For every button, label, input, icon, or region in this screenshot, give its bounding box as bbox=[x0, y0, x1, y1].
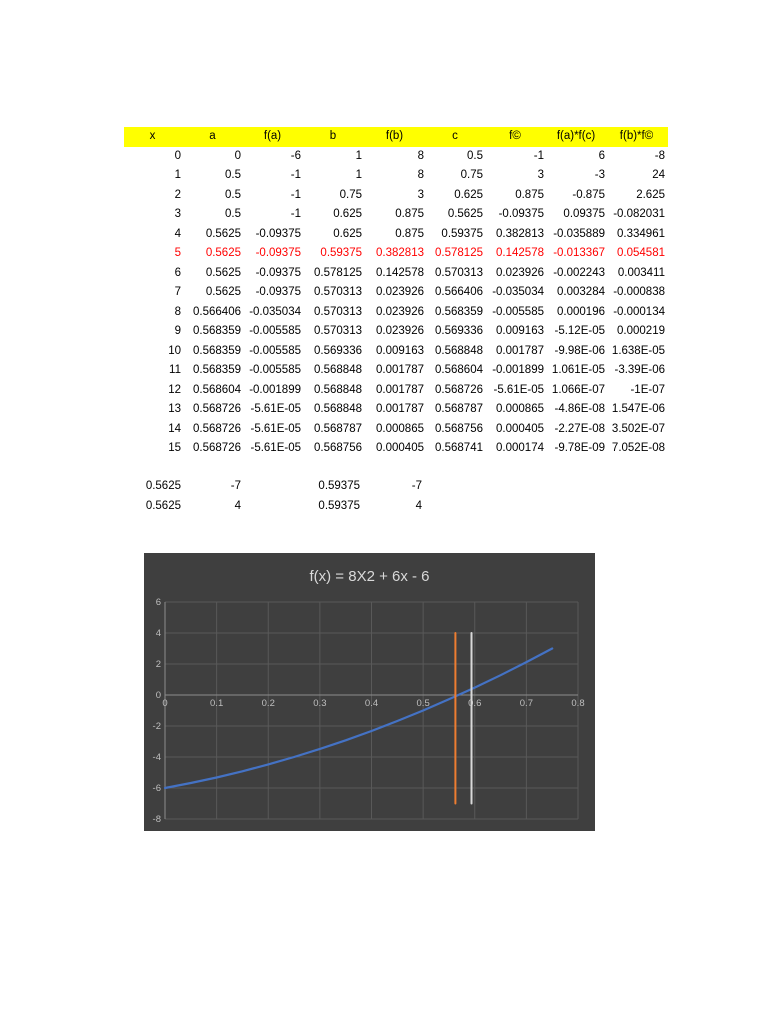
table-row bbox=[124, 361, 668, 381]
table-cell: -0.005585 bbox=[249, 344, 301, 357]
table-cell: 0.5 bbox=[467, 149, 483, 162]
table-cell: 0.009163 bbox=[376, 344, 424, 357]
table-cell: 15 bbox=[168, 442, 181, 454]
table-cell: 0.5625 bbox=[205, 266, 241, 279]
table-cell: 14 bbox=[168, 422, 181, 435]
table-cell: 0.570313 bbox=[314, 286, 362, 298]
table-cell: 4 bbox=[415, 499, 422, 512]
table-cell: 0.568359 bbox=[193, 325, 241, 337]
table-header-row bbox=[124, 127, 668, 147]
table-row bbox=[124, 342, 668, 362]
table-cell: 1.638E-05 bbox=[611, 344, 665, 357]
x-tick-label: 0.6 bbox=[468, 698, 482, 709]
table-row bbox=[124, 477, 444, 497]
table-cell: 0 bbox=[174, 149, 181, 162]
y-tick-label: 4 bbox=[155, 628, 161, 639]
table-cell: -0.082031 bbox=[613, 208, 665, 220]
table-cell: -1 bbox=[290, 208, 301, 220]
table-cell: 0.568848 bbox=[314, 403, 362, 415]
function-curve bbox=[165, 649, 552, 789]
table-cell: 0.001787 bbox=[376, 403, 424, 415]
table-cell: 0.566406 bbox=[435, 286, 483, 298]
table-cell: -0.09375 bbox=[255, 247, 301, 259]
table-cell: 0.023926 bbox=[376, 286, 424, 298]
table-cell: 0.578125 bbox=[314, 266, 362, 279]
table-cell: -1 bbox=[290, 169, 301, 181]
table-cell: 0.5 bbox=[225, 188, 241, 201]
table-cell: -0.09375 bbox=[255, 227, 301, 240]
table-cell: -0.001899 bbox=[492, 364, 544, 376]
column-header: f(a)*f(c) bbox=[556, 130, 596, 142]
table-cell: -0.000134 bbox=[613, 305, 665, 318]
table-cell: -7 bbox=[230, 480, 241, 492]
x-tick-label: 0.5 bbox=[416, 698, 430, 709]
table-row bbox=[124, 400, 668, 420]
table-row bbox=[124, 420, 668, 440]
table-cell: 3.502E-07 bbox=[611, 422, 665, 435]
table-cell: -0.013367 bbox=[553, 247, 605, 259]
table-cell: 0.568848 bbox=[435, 344, 483, 357]
table-cell: -7 bbox=[411, 480, 422, 492]
table-cell: 0.578125 bbox=[435, 247, 483, 259]
table-row bbox=[124, 283, 668, 303]
table-cell: 6 bbox=[174, 266, 181, 279]
table-cell: 0.625 bbox=[454, 188, 483, 201]
column-header: c bbox=[452, 130, 458, 142]
table-cell: 2.625 bbox=[636, 188, 665, 201]
table-cell: -5.12E-05 bbox=[554, 325, 605, 337]
table-cell: 0.003411 bbox=[617, 266, 665, 279]
y-tick-label: -2 bbox=[152, 721, 161, 732]
table-cell: 0.75 bbox=[339, 188, 362, 201]
x-tick-label: 0.1 bbox=[210, 698, 224, 709]
table-row bbox=[124, 497, 444, 517]
table-cell: 0.568741 bbox=[435, 442, 483, 454]
table-cell: -8 bbox=[654, 149, 665, 162]
table-cell: 0.000196 bbox=[557, 305, 605, 318]
table-cell: 0.568787 bbox=[435, 403, 483, 415]
table-cell: 0.568359 bbox=[193, 364, 241, 376]
table-cell: -5.61E-05 bbox=[250, 422, 301, 435]
table-cell: 0.568848 bbox=[314, 383, 362, 396]
table-cell: -1E-07 bbox=[630, 383, 665, 396]
table-cell: 1 bbox=[174, 169, 181, 181]
table-cell: 9 bbox=[174, 325, 181, 337]
table-cell: 0.003284 bbox=[557, 286, 605, 298]
table-row bbox=[124, 244, 668, 264]
table-cell: -0.005585 bbox=[492, 305, 544, 318]
column-header: f(b)*f© bbox=[619, 130, 654, 142]
table-cell: 0.054581 bbox=[617, 247, 665, 259]
table-cell: 0.875 bbox=[515, 188, 544, 201]
table-cell: 12 bbox=[168, 383, 181, 396]
table-cell: 7.052E-08 bbox=[611, 442, 665, 454]
table-row bbox=[124, 322, 668, 342]
column-header: f© bbox=[509, 130, 521, 142]
table-cell: 0.382813 bbox=[496, 227, 544, 240]
table-cell: 3 bbox=[417, 188, 424, 201]
table-cell: -0.035034 bbox=[249, 305, 301, 318]
table-cell: 0.59375 bbox=[318, 499, 360, 512]
table-cell: -0.005585 bbox=[249, 325, 301, 337]
chart-title: f(x) = 8X2 + 6x - 6 bbox=[309, 568, 430, 585]
table-cell: -0.035889 bbox=[553, 227, 605, 240]
table-cell: 0.566406 bbox=[193, 305, 241, 318]
table-cell: 3 bbox=[174, 208, 181, 220]
table-row bbox=[124, 439, 668, 459]
column-header: f(a) bbox=[263, 130, 282, 142]
table-cell: 0.570313 bbox=[435, 266, 483, 279]
column-header: a bbox=[209, 130, 216, 142]
x-tick-label: 0.3 bbox=[313, 698, 327, 709]
table-cell: -2.27E-08 bbox=[554, 422, 605, 435]
table-cell: 5 bbox=[174, 247, 181, 259]
table-cell: -3 bbox=[594, 169, 605, 181]
column-header: x bbox=[149, 130, 156, 142]
table-cell: 0.023926 bbox=[496, 266, 544, 279]
table-cell: -5.61E-05 bbox=[493, 383, 544, 396]
table-cell: 0.568756 bbox=[314, 442, 362, 454]
table-cell: 6 bbox=[598, 149, 605, 162]
table-cell: 0.5 bbox=[225, 169, 241, 181]
table-cell: 0.568756 bbox=[435, 422, 483, 435]
table-cell: 0.000219 bbox=[617, 325, 665, 337]
table-cell: 0.568604 bbox=[193, 383, 241, 396]
table-row bbox=[124, 186, 668, 206]
table-cell: 0.59375 bbox=[441, 227, 483, 240]
x-tick-label: 0.2 bbox=[261, 698, 275, 709]
table-row bbox=[124, 381, 668, 401]
table-cell: -6 bbox=[290, 149, 301, 162]
table-cell: 1.547E-06 bbox=[611, 403, 665, 415]
table-cell: 0.625 bbox=[333, 227, 362, 240]
table-cell: 4 bbox=[174, 227, 181, 240]
x-tick-label: 0.8 bbox=[571, 698, 585, 709]
table-cell: 0.001787 bbox=[496, 344, 544, 357]
table-cell: 0.875 bbox=[395, 208, 424, 220]
table-cell: -0.035034 bbox=[492, 286, 544, 298]
table-cell: -0.875 bbox=[572, 188, 605, 201]
table-cell: -3.39E-06 bbox=[614, 364, 665, 376]
table-cell: 0.5625 bbox=[205, 247, 241, 259]
table-cell: 0.568359 bbox=[193, 344, 241, 357]
table-cell: 0.569336 bbox=[435, 325, 483, 337]
y-tick-label: 0 bbox=[155, 690, 161, 701]
table-cell: 0.000865 bbox=[496, 403, 544, 415]
table-cell: 0.023926 bbox=[376, 305, 424, 318]
table-cell: 10 bbox=[168, 344, 181, 357]
table-cell: 0.569336 bbox=[314, 344, 362, 357]
table-cell: 0.568726 bbox=[193, 403, 241, 415]
x-tick-label: 0.7 bbox=[519, 698, 533, 709]
y-tick-label: 6 bbox=[155, 597, 161, 608]
bisection-table bbox=[124, 127, 668, 459]
table-cell: -5.61E-05 bbox=[250, 442, 301, 454]
table-cell: 11 bbox=[169, 364, 181, 376]
table-cell: 0.5625 bbox=[145, 480, 181, 492]
table-row bbox=[124, 264, 668, 284]
table-cell: 8 bbox=[417, 169, 424, 181]
table-cell: 3 bbox=[537, 169, 544, 181]
table-cell: 0 bbox=[234, 149, 241, 162]
table-cell: 0.5625 bbox=[145, 499, 181, 512]
table-row bbox=[124, 225, 668, 245]
column-header: f(b) bbox=[385, 130, 404, 142]
table-cell: 0.09375 bbox=[563, 208, 605, 220]
table-cell: 0.570313 bbox=[314, 305, 362, 318]
table-cell: 0.568359 bbox=[435, 305, 483, 318]
table-cell: 0.142578 bbox=[376, 266, 424, 279]
table-cell: 13 bbox=[168, 403, 181, 415]
table-cell: 7 bbox=[174, 286, 181, 298]
table-cell: 0.001787 bbox=[376, 383, 424, 396]
table-cell: 0.334961 bbox=[617, 227, 665, 240]
table-cell: -9.78E-09 bbox=[554, 442, 605, 454]
table-cell: 0.568726 bbox=[435, 383, 483, 396]
table-cell: -0.09375 bbox=[498, 208, 544, 220]
table-cell: 0.000405 bbox=[496, 422, 544, 435]
table-cell: -0.09375 bbox=[255, 286, 301, 298]
x-tick-label: 0 bbox=[162, 698, 168, 709]
table-cell: 0.001787 bbox=[376, 364, 424, 376]
table-cell: 0.625 bbox=[333, 208, 362, 220]
table-row bbox=[124, 147, 668, 167]
table-cell: 0.59375 bbox=[318, 480, 360, 492]
table-cell: -0.001899 bbox=[249, 383, 301, 396]
table-cell: -1 bbox=[290, 188, 301, 201]
table-cell: 0.568726 bbox=[193, 442, 241, 454]
y-tick-label: -8 bbox=[152, 814, 161, 825]
y-tick-label: -4 bbox=[152, 752, 161, 763]
table-cell: -4.86E-08 bbox=[554, 403, 605, 415]
table-cell: -0.000838 bbox=[613, 286, 665, 298]
table-cell: 0.023926 bbox=[376, 325, 424, 337]
table-cell: 0.568787 bbox=[314, 422, 362, 435]
table-cell: 4 bbox=[234, 499, 241, 512]
table-cell: 0.382813 bbox=[376, 247, 424, 259]
table-cell: 0.568848 bbox=[314, 364, 362, 376]
table-cell: 0.75 bbox=[460, 169, 483, 181]
chart-svg bbox=[144, 553, 595, 831]
table-cell: 0.009163 bbox=[496, 325, 544, 337]
table-cell: 0.875 bbox=[395, 227, 424, 240]
table-cell: 0.000865 bbox=[376, 422, 424, 435]
table-cell: 2 bbox=[174, 188, 181, 201]
table-cell: 24 bbox=[652, 169, 665, 181]
column-header: b bbox=[329, 130, 337, 142]
table-cell: -9.98E-06 bbox=[554, 344, 605, 357]
table-cell: 1 bbox=[355, 149, 362, 162]
table-cell: 8 bbox=[417, 149, 424, 162]
table-row bbox=[124, 166, 668, 186]
table-cell: 0.5625 bbox=[205, 227, 241, 240]
table-cell: -0.09375 bbox=[255, 266, 301, 279]
table-cell: -5.61E-05 bbox=[250, 403, 301, 415]
table-cell: 1.061E-05 bbox=[551, 364, 605, 376]
table-cell: -1 bbox=[533, 149, 544, 162]
x-tick-label: 0.4 bbox=[364, 698, 379, 709]
table-cell: 0.5625 bbox=[447, 208, 483, 220]
table-row bbox=[124, 205, 668, 225]
table-cell: 0.142578 bbox=[496, 247, 544, 259]
table-cell: 0.000405 bbox=[376, 442, 424, 454]
y-tick-label: 2 bbox=[155, 659, 161, 670]
table-row bbox=[124, 303, 668, 323]
table-cell: 0.5625 bbox=[205, 286, 241, 298]
table-body bbox=[124, 147, 668, 459]
table-cell: 0.568726 bbox=[193, 422, 241, 435]
table-cell: 0.570313 bbox=[314, 325, 362, 337]
table-cell: 0.000174 bbox=[496, 442, 544, 454]
table-cell: 1.066E-07 bbox=[551, 383, 605, 396]
table-cell: -0.005585 bbox=[249, 364, 301, 376]
table-cell: 0.568604 bbox=[435, 364, 483, 376]
table-cell: 8 bbox=[174, 305, 181, 318]
table-cell: 0.5 bbox=[225, 208, 241, 220]
line-coordinates-table bbox=[124, 477, 444, 516]
function-chart bbox=[144, 553, 595, 831]
y-tick-label: -6 bbox=[152, 783, 161, 794]
table-cell: 0.59375 bbox=[320, 247, 362, 259]
table-cell: 1 bbox=[355, 169, 362, 181]
table-cell: -0.002243 bbox=[553, 266, 605, 279]
